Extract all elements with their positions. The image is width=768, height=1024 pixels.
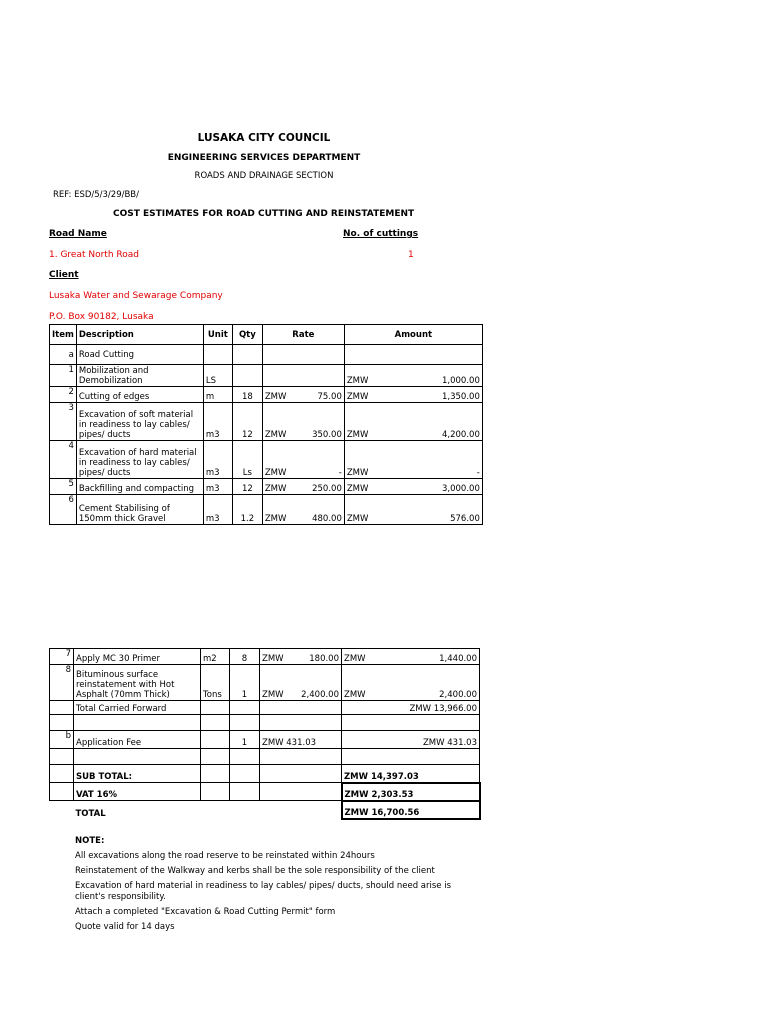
item-description: Excavation of soft material in readiness to lay cables/ pipes/ ducts xyxy=(76,403,203,441)
item-amount-value: 1,350.00 xyxy=(442,392,480,402)
council-name: LUSAKA CITY COUNCIL xyxy=(197,132,331,144)
item-amount xyxy=(344,495,482,525)
cost-table-part1 xyxy=(49,324,483,525)
vat-label: VAT 16% xyxy=(74,783,201,801)
empty-cell xyxy=(344,345,482,365)
header-unit: Unit xyxy=(203,325,232,345)
road-name-label: Road Name xyxy=(49,229,107,239)
cuttings-count: 1 xyxy=(408,250,414,260)
table-row xyxy=(50,495,483,525)
item-rate-value: 480.00 xyxy=(312,514,342,524)
item-number: 5 xyxy=(50,479,77,495)
empty-cell xyxy=(260,749,342,765)
empty-cell xyxy=(201,801,230,819)
empty-cell xyxy=(342,715,480,731)
carried-forward-label: Total Carried Forward xyxy=(74,701,201,715)
item-rate-value: 350.00 xyxy=(312,430,342,440)
client-name: Lusaka Water and Sewarage Company xyxy=(49,291,223,301)
item-qty: 1.2 xyxy=(232,495,262,525)
item-amount xyxy=(344,403,482,441)
item-qty: Ls xyxy=(232,441,262,479)
item-amount xyxy=(342,649,480,665)
item-rate-value: 180.00 xyxy=(309,654,339,664)
item-description: Cement Stabilising of 150mm thick Gravel xyxy=(76,495,203,525)
total-amount: ZMW 16,700.56 xyxy=(342,801,480,819)
item-rate xyxy=(262,495,344,525)
empty-cell xyxy=(74,749,201,765)
item-rate-currency: ZMW xyxy=(264,430,287,440)
item-amount-currency: ZMW xyxy=(346,514,369,524)
item-rate-value: 2,400.00 xyxy=(301,690,339,700)
header-qty: Qty xyxy=(232,325,262,345)
item-amount-value: 4,200.00 xyxy=(442,430,480,440)
section-name: ROADS AND DRAINAGE SECTION xyxy=(194,171,334,181)
item-amount-currency: ZMW xyxy=(346,430,369,440)
item-rate xyxy=(262,403,344,441)
items-group-2 xyxy=(50,649,480,701)
item-unit: m xyxy=(203,387,232,403)
reference-number: REF: ESD/5/3/29/BB/ xyxy=(53,190,139,200)
subtotal-row xyxy=(50,765,480,783)
table-row xyxy=(50,441,483,479)
vat-amount: ZMW 2,303.53 xyxy=(342,783,480,801)
item-rate xyxy=(262,441,344,479)
empty-cell xyxy=(260,801,342,819)
item-number: 2 xyxy=(50,387,77,403)
item-rate-value: - xyxy=(338,468,342,478)
item-unit: Tons xyxy=(201,665,230,701)
empty-cell xyxy=(50,715,74,731)
empty-cell xyxy=(201,783,230,801)
empty-cell xyxy=(230,715,260,731)
item-description: Apply MC 30 Primer xyxy=(74,649,201,665)
empty-cell xyxy=(201,701,230,715)
item-rate xyxy=(262,365,344,387)
table-row xyxy=(50,649,480,665)
empty-cell xyxy=(342,749,480,765)
department-name: ENGINEERING SERVICES DEPARTMENT xyxy=(167,153,361,163)
item-rate xyxy=(260,649,342,665)
item-amount-value: 1,440.00 xyxy=(439,654,477,664)
subtotal-label: SUB TOTAL: xyxy=(74,765,201,783)
empty-cell xyxy=(50,701,74,715)
empty-cell xyxy=(201,731,230,749)
item-unit: m2 xyxy=(201,649,230,665)
client-label: Client xyxy=(49,270,79,280)
subtotal-amount: ZMW 14,397.03 xyxy=(342,765,480,783)
item-unit: m3 xyxy=(203,479,232,495)
item-amount xyxy=(342,665,480,701)
item-amount xyxy=(344,387,482,403)
note-line: Excavation of hard material in readiness to lay cables/ pipes/ ducts, should need arise is client's responsibility. xyxy=(75,881,452,902)
empty-cell xyxy=(262,345,344,365)
empty-cell xyxy=(203,345,232,365)
document-title: COST ESTIMATES FOR ROAD CUTTING AND REINSTATEMENT xyxy=(113,209,415,219)
item-qty xyxy=(232,365,262,387)
carried-forward-row xyxy=(50,701,480,715)
table-header-row xyxy=(50,325,483,345)
total-row xyxy=(50,801,480,819)
notes-section xyxy=(75,836,475,937)
item-rate xyxy=(262,479,344,495)
item-qty: 18 xyxy=(232,387,262,403)
item-description: Excavation of hard material in readiness to lay cables/ pipes/ ducts xyxy=(76,441,203,479)
item-amount-value: 2,400.00 xyxy=(439,690,477,700)
item-unit: m3 xyxy=(203,495,232,525)
item-qty: 12 xyxy=(232,479,262,495)
item-description: Backfilling and compacting xyxy=(76,479,203,495)
empty-cell xyxy=(74,715,201,731)
item-description: Cutting of edges xyxy=(76,387,203,403)
item-number: 7 xyxy=(50,649,74,665)
empty-cell xyxy=(230,701,260,715)
table-row xyxy=(50,365,483,387)
application-fee-description: Application Fee xyxy=(74,731,201,749)
item-amount-currency: ZMW xyxy=(346,468,369,478)
item-amount-currency: ZMW xyxy=(346,376,369,386)
empty-cell xyxy=(201,749,230,765)
item-rate-currency: ZMW xyxy=(264,514,287,524)
item-unit: m3 xyxy=(203,403,232,441)
application-fee-item: b xyxy=(50,731,74,749)
item-number: 8 xyxy=(50,665,74,701)
spacer-row xyxy=(50,749,480,765)
item-amount-currency: ZMW xyxy=(346,484,369,494)
spacer-row xyxy=(50,715,480,731)
notes-label: NOTE: xyxy=(75,836,105,846)
total-label: TOTAL xyxy=(75,808,106,819)
table-row xyxy=(50,665,480,701)
item-description: Bituminous surface reinstatement with Hot Asphalt (70mm Thick) xyxy=(74,665,201,701)
header-amount: Amount xyxy=(344,325,482,345)
header-item: Item xyxy=(50,325,77,345)
item-amount-currency: ZMW xyxy=(344,654,366,664)
table-row xyxy=(50,387,483,403)
client-address: P.O. Box 90182, Lusaka xyxy=(49,312,154,322)
empty-cell xyxy=(260,715,342,731)
empty-cell xyxy=(230,749,260,765)
item-amount xyxy=(344,441,482,479)
application-fee-qty: 1 xyxy=(230,731,260,749)
table-row xyxy=(50,403,483,441)
item-rate-value: 250.00 xyxy=(312,484,342,494)
note-line: Reinstatement of the Walkway and kerbs shall be the sole responsibility of the client xyxy=(75,866,435,876)
item-description: Mobilization and Demobilization xyxy=(76,365,203,387)
application-fee-row xyxy=(50,731,480,749)
empty-cell xyxy=(260,783,342,801)
application-fee-amount: ZMW 431.03 xyxy=(342,731,480,749)
empty-cell xyxy=(230,801,260,819)
note-line: Quote valid for 14 days xyxy=(75,922,175,932)
item-rate xyxy=(262,387,344,403)
item-amount xyxy=(344,479,482,495)
item-amount-currency: ZMW xyxy=(346,392,369,402)
item-rate-value: 75.00 xyxy=(317,392,342,402)
empty-cell xyxy=(50,783,74,801)
empty-cell xyxy=(230,783,260,801)
empty-cell xyxy=(232,345,262,365)
item-number: 6 xyxy=(50,495,77,525)
section-a-row xyxy=(50,345,483,365)
item-amount-value: - xyxy=(476,468,480,478)
item-unit: LS xyxy=(203,365,232,387)
section-a-item: a xyxy=(50,345,77,365)
item-rate-currency: ZMW xyxy=(264,484,287,494)
item-number: 1 xyxy=(50,365,77,387)
item-rate xyxy=(260,665,342,701)
item-unit: m3 xyxy=(203,441,232,479)
carried-forward-amount: ZMW 13,966.00 xyxy=(342,701,480,715)
items-group-1 xyxy=(50,365,483,525)
item-amount xyxy=(344,365,482,387)
table-row xyxy=(50,479,483,495)
item-rate-currency: ZMW xyxy=(264,468,287,478)
item-number: 4 xyxy=(50,441,77,479)
item-amount-currency: ZMW xyxy=(344,690,366,700)
empty-cell xyxy=(201,715,230,731)
header-rate: Rate xyxy=(262,325,344,345)
empty-cell xyxy=(260,701,342,715)
vat-row xyxy=(50,783,480,801)
empty-cell xyxy=(50,801,74,819)
item-qty: 1 xyxy=(230,665,260,701)
item-rate-currency: ZMW xyxy=(262,690,284,700)
item-amount-value: 1,000.00 xyxy=(442,376,480,386)
item-rate-currency: ZMW xyxy=(262,654,284,664)
empty-cell xyxy=(201,765,230,783)
note-line: Attach a completed "Excavation & Road Cutting Permit" form xyxy=(75,907,336,917)
empty-cell xyxy=(50,749,74,765)
cost-table-part2 xyxy=(49,648,481,820)
application-fee-rate: ZMW 431.03 xyxy=(260,731,342,749)
item-qty: 12 xyxy=(232,403,262,441)
header-description: Description xyxy=(76,325,203,345)
note-line: All excavations along the road reserve to be reinstated within 24hours xyxy=(75,851,375,861)
empty-cell xyxy=(50,765,74,783)
item-number: 3 xyxy=(50,403,77,441)
empty-cell xyxy=(260,765,342,783)
item-rate-currency: ZMW xyxy=(264,392,287,402)
empty-cell xyxy=(230,765,260,783)
road-name: 1. Great North Road xyxy=(49,250,139,260)
section-a-description: Road Cutting xyxy=(76,345,203,365)
item-qty: 8 xyxy=(230,649,260,665)
item-amount-value: 3,000.00 xyxy=(442,484,480,494)
item-amount-value: 576.00 xyxy=(450,514,480,524)
cuttings-label: No. of cuttings xyxy=(343,229,419,239)
